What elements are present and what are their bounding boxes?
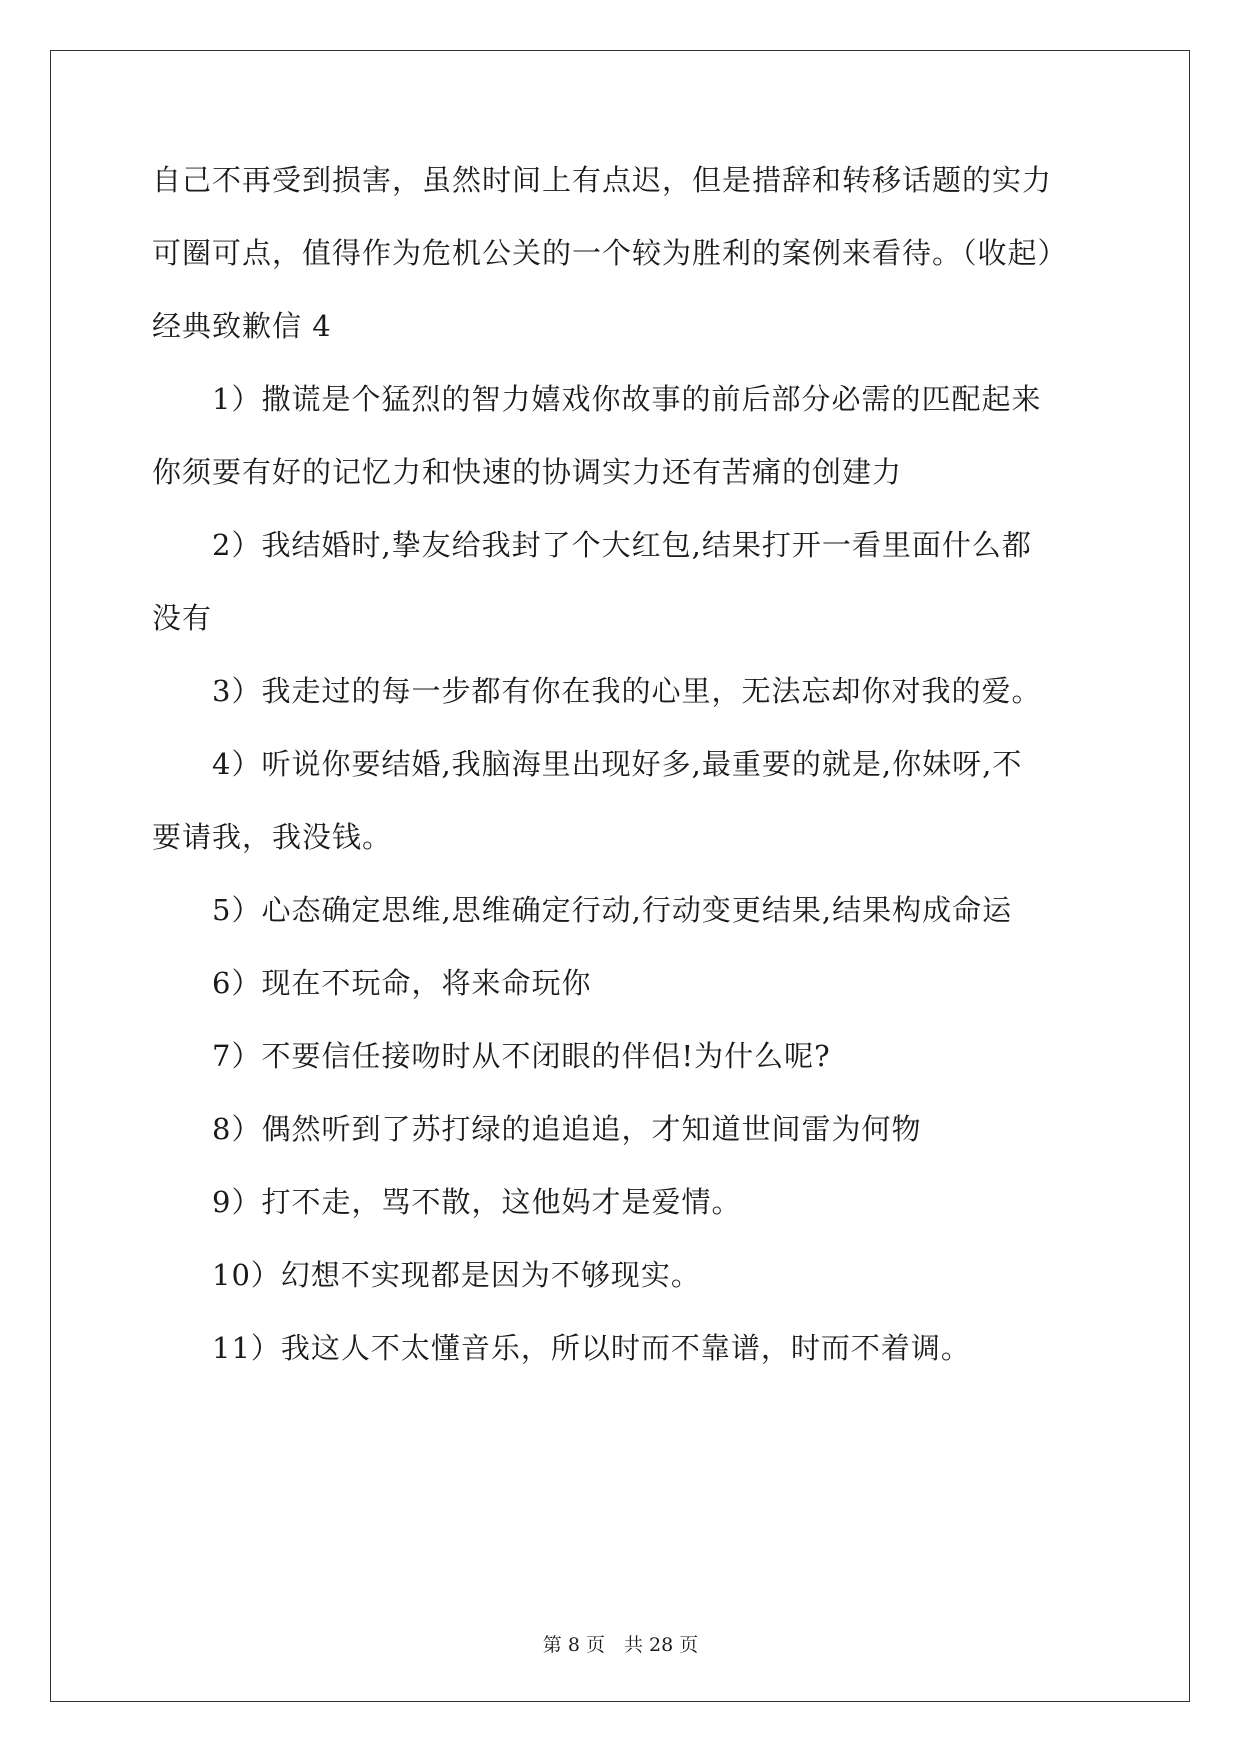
text-line-2: 可圈可点，值得作为危机公关的一个较为胜利的案例来看待。（收起）	[152, 236, 1068, 270]
list-item-3: 3）我走过的每一步都有你在我的心里，无法忘却你对我的爱。	[212, 674, 1042, 708]
list-item-5: 5）心态确定思维,思维确定行动,行动变更结果,结果构成命运	[212, 893, 1013, 927]
page-number-footer: 第 8 页 共 28 页	[542, 1634, 699, 1656]
list-item-8: 8）偶然听到了苏打绿的追追追，才知道世间雷为何物	[212, 1112, 922, 1146]
list-item-4-line-2: 要请我，我没钱。	[152, 820, 393, 854]
list-item-4-line-1: 4）听说你要结婚,我脑海里出现好多,最重要的就是,你妹呀,不	[212, 747, 1023, 781]
list-item-10: 10）幻想不实现都是因为不够现实。	[212, 1258, 701, 1292]
text-line-1: 自己不再受到损害，虽然时间上有点迟，但是措辞和转移话题的实力	[152, 163, 1053, 197]
list-item-6: 6）现在不玩命，将来命玩你	[212, 966, 592, 1000]
list-item-7: 7）不要信任接吻时从不闭眼的伴侣!为什么呢?	[212, 1039, 831, 1073]
list-item-2-line-1: 2）我结婚时,挚友给我封了个大红包,结果打开一看里面什么都	[212, 528, 1032, 562]
list-item-1-line-2: 你须要有好的记忆力和快速的协调实力还有苦痛的创建力	[152, 455, 903, 489]
list-item-11: 11）我这人不太懂音乐，所以时而不靠谱，时而不着调。	[212, 1331, 971, 1365]
section-heading: 经典致歉信 4	[152, 309, 332, 343]
list-item-1-line-1: 1）撒谎是个猛烈的智力嬉戏你故事的前后部分必需的匹配起来	[212, 382, 1042, 416]
page-border	[50, 50, 1190, 1702]
list-item-2-line-2: 没有	[152, 601, 213, 635]
list-item-9: 9）打不走，骂不散，这他妈才是爱情。	[212, 1185, 742, 1219]
